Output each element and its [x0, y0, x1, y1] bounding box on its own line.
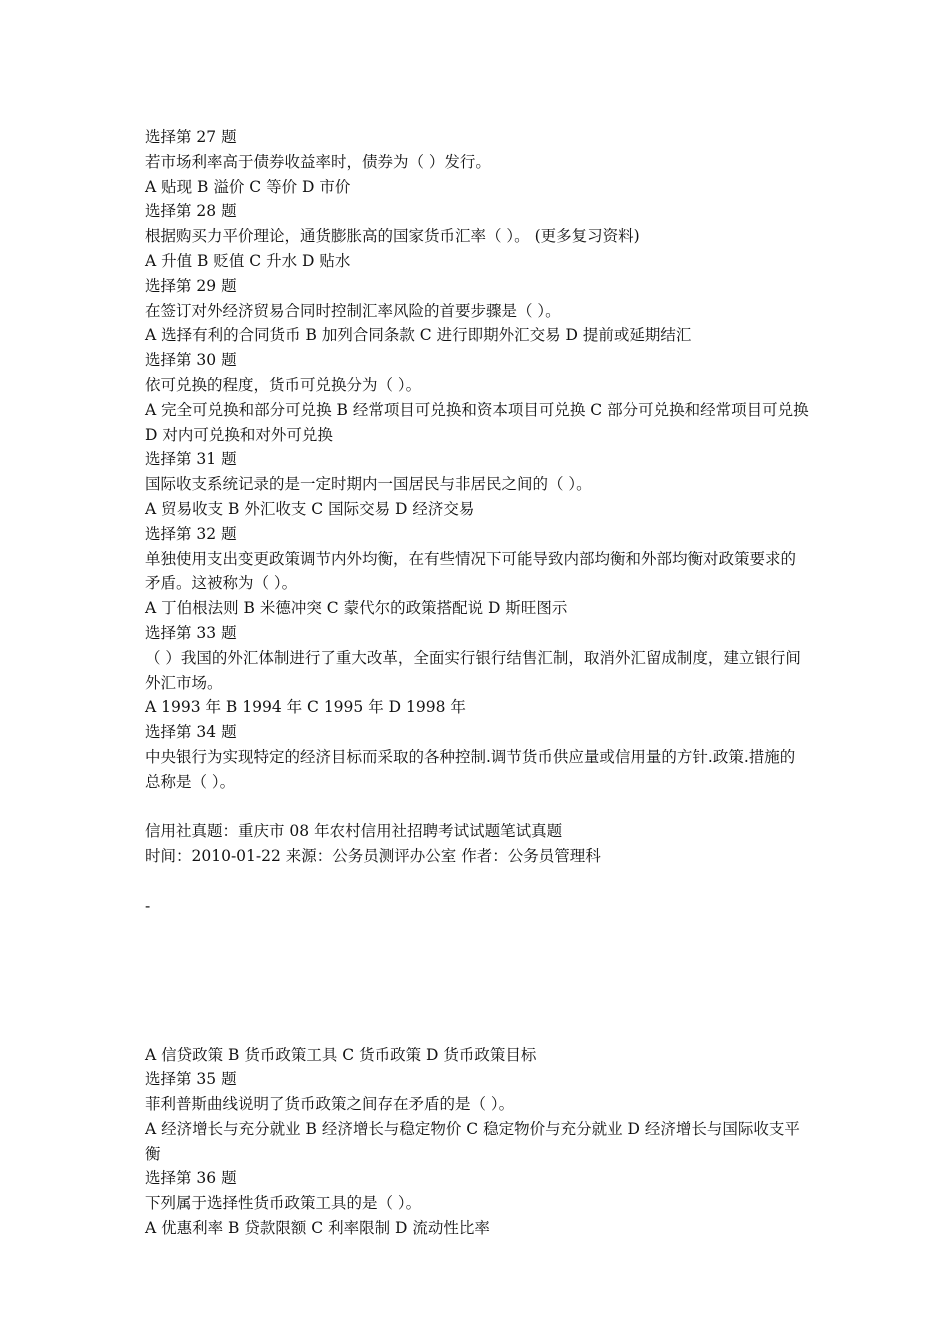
text-line: A 贴现 B 溢价 C 等价 D 市价: [145, 177, 351, 196]
text-line: A 经济增长与充分就业 B 经济增长与稳定物价 C 稳定物价与充分就业 D 经济增长与国际收支平衡: [145, 1119, 800, 1163]
text-line: A 完全可兑换和部分可兑换 B 经常项目可兑换和资本项目可兑换 C 部分可兑换和经常项目可兑换 D 对内可兑换和对外可兑换: [145, 400, 809, 444]
text-line: 中央银行为实现特定的经济目标而采取的各种控制.调节货币供应量或信用量的方针.政策.措施的总称是（ ）。: [145, 747, 796, 791]
text-line: A 丁伯根法则 B 米德冲突 C 蒙代尔的政策搭配说 D 斯旺图示: [145, 599, 568, 618]
text-line: 菲利普斯曲线说明了货币政策之间存在矛盾的是（ ）。: [145, 1095, 515, 1114]
text-line: 依可兑换的程度，货币可兑换分为（ ）。: [145, 375, 422, 394]
text-line: 在签订对外经济贸易合同时控制汇率风险的首要步骤是（ ）。: [145, 301, 561, 320]
question-block-bottom: [145, 1043, 810, 1241]
text-line: A 信贷政策 B 货币政策工具 C 货币政策 D 货币政策目标: [145, 1045, 537, 1064]
text-line: 选择第 28 题: [145, 202, 237, 221]
text-line: 选择第 30 题: [145, 351, 237, 370]
text-line: 根据购买力平价理论，通货膨胀高的国家货币汇率（ ）。 (更多复习资料): [145, 227, 640, 246]
spacer: [145, 795, 810, 820]
document-body: [145, 125, 810, 1241]
text-line: 选择第 29 题: [145, 276, 237, 295]
text-line: 选择第 36 题: [145, 1169, 237, 1188]
text-line: A 1993 年 B 1994 年 C 1995 年 D 1998 年: [145, 698, 466, 717]
spacer: [145, 919, 810, 1043]
text-line: （ ）我国的外汇体制进行了重大改革，全面实行银行结售汇制，取消外汇留成制度，建立银行间外汇市场。: [145, 648, 801, 692]
text-line: 选择第 34 题: [145, 723, 237, 742]
question-block-top: [145, 125, 810, 795]
spacer: [145, 869, 810, 894]
text-line: A 贸易收支 B 外汇收支 C 国际交易 D 经济交易: [145, 499, 475, 518]
text-line: A 选择有利的合同货币 B 加列合同条款 C 进行即期外汇交易 D 提前或延期结汇: [145, 326, 692, 345]
text-line: 选择第 33 题: [145, 623, 237, 642]
text-line: 单独使用支出变更政策调节内外均衡，在有些情况下可能导致内部均衡和外部均衡对政策要求的矛盾。这被称为（ ）。: [145, 549, 797, 593]
text-line: A 升值 B 贬值 C 升水 D 贴水: [145, 251, 351, 270]
text-line: A 优惠利率 B 贷款限额 C 利率限制 D 流动性比率: [145, 1219, 490, 1238]
article-meta: 时间：2010-01-22 来源：公务员测评办公室 作者：公务员管理科: [145, 847, 601, 866]
text-line: 选择第 27 题: [145, 128, 237, 146]
article-title: 信用社真题：重庆市 08 年农村信用社招聘考试试题笔试真题: [145, 822, 563, 841]
text-line: 若市场利率高于债券收益率时，债券为（ ）发行。: [145, 152, 491, 171]
text-line: 国际收支系统记录的是一定时期内一国居民与非居民之间的（ ）。: [145, 475, 592, 494]
text-line: 选择第 31 题: [145, 450, 237, 469]
text-line: 选择第 35 题: [145, 1070, 237, 1089]
text-line: 下列属于选择性货币政策工具的是（ ）。: [145, 1194, 422, 1213]
dash-mark: -: [145, 896, 151, 915]
text-line: 选择第 32 题: [145, 524, 237, 543]
